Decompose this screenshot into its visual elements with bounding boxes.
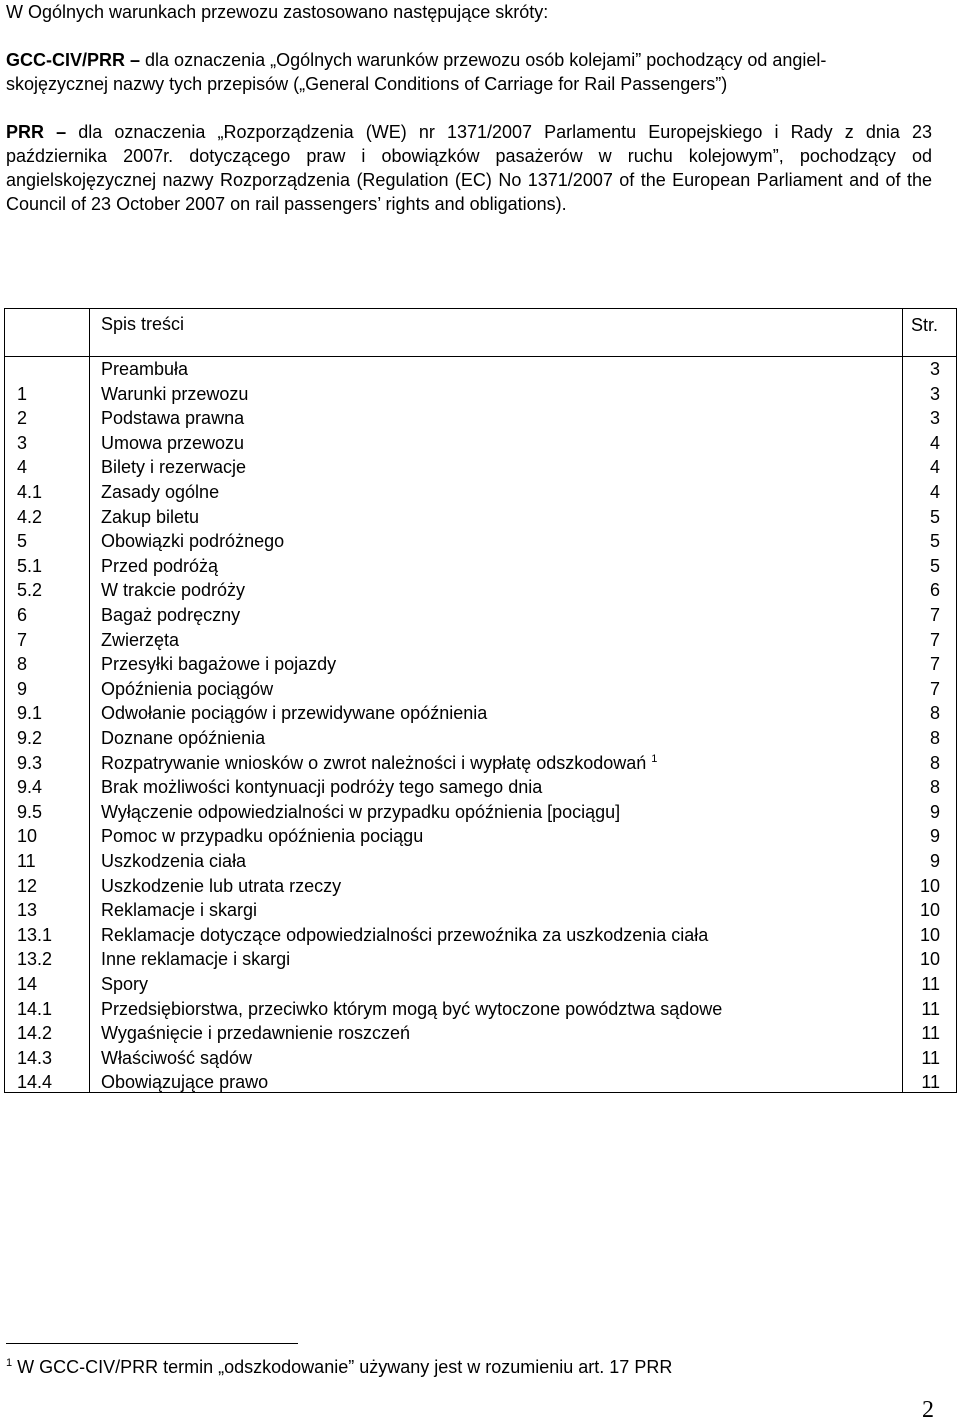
toc-section-title-text: Umowa przewozu	[101, 432, 245, 453]
toc-section-title-text: Podstawa prawna	[101, 408, 245, 429]
toc-section-number: 3	[17, 432, 28, 453]
definition-prr	[6, 120, 932, 216]
definition-text-line2: skojęzycznej nazwy tych przepisów („General Conditions of Carriage for Rail Passengers”)	[6, 74, 728, 94]
page-number: 2	[922, 1397, 934, 1423]
toc-section-number: 11	[17, 851, 36, 871]
toc-section-number: 9.3	[17, 752, 43, 773]
toc-page-number: 7	[929, 605, 940, 625]
table-of-contents	[4, 308, 957, 1093]
toc-row	[5, 824, 956, 849]
toc-page-number: 11	[921, 1023, 940, 1044]
toc-section-number: 8	[17, 654, 28, 675]
toc-section-title	[101, 554, 218, 578]
toc-page-number: 8	[929, 703, 940, 724]
toc-row	[5, 1070, 956, 1095]
toc-section-title	[101, 1070, 268, 1094]
toc-section-title	[101, 1021, 410, 1045]
toc-section-title	[101, 824, 423, 848]
toc-section-title	[101, 357, 188, 381]
toc-section-number: 12	[17, 875, 38, 896]
toc-page-number: 8	[929, 728, 940, 748]
toc-section-number: 13.1	[17, 924, 53, 945]
toc-section-title	[101, 751, 657, 775]
toc-section-title	[101, 455, 246, 479]
toc-page-number: 3	[929, 383, 940, 404]
toc-section-title	[101, 578, 245, 602]
toc-section-number: 5.2	[17, 580, 43, 601]
toc-page-number: 8	[929, 777, 940, 798]
toc-section-number: 4	[17, 457, 28, 478]
toc-section-number: 5	[17, 531, 28, 552]
toc-section-title	[101, 775, 542, 799]
toc-page-heading: Str.	[911, 315, 939, 335]
definition-dash: –	[125, 50, 146, 70]
toc-section-title	[101, 652, 336, 676]
toc-section-title	[101, 849, 246, 873]
toc-section-title	[101, 947, 290, 971]
toc-section-title-text: Spory	[101, 974, 149, 994]
toc-section-title-text: Preambuła	[101, 359, 189, 379]
toc-section-title	[101, 701, 487, 725]
toc-row	[5, 406, 956, 431]
toc-page-number: 11	[921, 998, 940, 1019]
toc-section-number: 14.4	[17, 1072, 53, 1093]
footnote-separator	[6, 1343, 298, 1344]
toc-section-title-text: Uszkodzenie lub utrata rzeczy	[101, 875, 342, 896]
definition-dash: –	[44, 122, 79, 142]
toc-section-number: 7	[17, 629, 28, 650]
toc-section-title	[101, 874, 341, 898]
toc-row	[5, 898, 956, 923]
definition-text-line1: dla oznaczenia „Ogólnych warunków przewozu osób kolejami” pochodzący od angiel-	[145, 50, 827, 70]
toc-section-title-text: Przedsiębiorstwa, przeciwko którym mogą być wytoczone powództwa sądowe	[101, 998, 723, 1019]
toc-section-title	[101, 505, 199, 529]
toc-row	[5, 554, 956, 579]
toc-section-title	[101, 382, 248, 406]
toc-row	[5, 775, 956, 800]
toc-section-title-text: Odwołanie pociągów i przewidywane opóźnienia	[101, 703, 488, 724]
toc-page-number: 9	[929, 801, 940, 822]
toc-section-number: 2	[17, 408, 28, 429]
toc-section-title	[101, 898, 257, 922]
toc-row	[5, 382, 956, 407]
toc-row	[5, 972, 956, 997]
toc-page-number: 11	[921, 1047, 940, 1068]
toc-page-number: 10	[919, 875, 940, 896]
toc-row	[5, 480, 956, 505]
toc-section-title-text: Właściwość sądów	[101, 1047, 253, 1068]
toc-section-title	[101, 677, 273, 701]
toc-section-title-text: Rozpatrywanie wniosków o zwrot należności i wypłatę odszkodowań	[101, 752, 647, 773]
toc-page-number: 9	[929, 851, 940, 871]
toc-row	[5, 751, 956, 776]
toc-section-title	[101, 923, 708, 947]
toc-section-title	[101, 529, 284, 553]
toc-section-title	[101, 997, 722, 1021]
toc-page-number: 4	[929, 482, 940, 502]
abbreviation-gcc-civ-prr: GCC-CIV/PRR	[6, 50, 126, 70]
toc-page-number: 10	[919, 900, 940, 921]
toc-row	[5, 849, 956, 874]
toc-page-number: 3	[929, 408, 940, 429]
toc-row	[5, 578, 956, 603]
toc-section-number: 14.3	[17, 1047, 53, 1068]
toc-row	[5, 357, 956, 382]
toc-section-number: 6	[17, 605, 28, 625]
toc-row	[5, 455, 956, 480]
toc-section-title-text: Wyłączenie odpowiedzialności w przypadku opóźnienia [pociągu]	[101, 801, 621, 822]
toc-row	[5, 800, 956, 825]
toc-section-title-text: Warunki przewozu	[101, 383, 249, 404]
toc-section-title-text: W trakcie podróży	[101, 580, 246, 601]
toc-section-title	[101, 628, 179, 652]
toc-page-number: 7	[929, 678, 940, 699]
toc-section-title-text: Brak możliwości kontynuacji podróży tego samego dnia	[101, 777, 543, 798]
toc-page-number: 4	[929, 432, 940, 453]
toc-page-number: 5	[929, 555, 940, 576]
toc-section-number: 9	[17, 678, 28, 699]
toc-section-title	[101, 406, 244, 430]
toc-section-title	[101, 972, 148, 996]
definition-text-main: dla oznaczenia „Rozporządzenia (WE) nr 1371/2007 Parlamentu Europejskiego i Rady z dnia 23 października 2007r.	[6, 122, 932, 166]
toc-row	[5, 947, 956, 972]
toc-section-title-text: Reklamacje dotyczące odpowiedzialności przewoźnika za uszkodzenia ciała	[101, 924, 709, 945]
toc-page-number: 10	[919, 949, 940, 970]
footnote-text: W GCC-CIV/PRR termin „odszkodowanie” używany jest w rozumieniu art. 17 PRR	[12, 1357, 673, 1377]
toc-heading: Spis treści	[101, 314, 185, 334]
footnote	[6, 1355, 672, 1379]
toc-page-number: 5	[929, 531, 940, 552]
footnote-reference: 1	[651, 752, 658, 765]
toc-section-number: 10	[17, 826, 38, 847]
toc-section-title-text: Uszkodzenia ciała	[101, 851, 247, 871]
toc-row	[5, 431, 956, 456]
toc-row	[5, 997, 956, 1022]
toc-section-number: 14	[17, 974, 38, 994]
toc-page-number: 5	[929, 506, 940, 527]
toc-page-number: 6	[929, 580, 940, 601]
toc-section-title	[101, 726, 265, 750]
toc-section-title-text: Wygaśnięcie i przedawnienie roszczeń	[101, 1023, 410, 1044]
toc-section-title-text: Pomoc w przypadku opóźnienia pociągu	[101, 826, 424, 847]
toc-section-number: 5.1	[17, 555, 43, 576]
toc-section-title-text: Zwierzęta	[101, 629, 180, 650]
toc-row	[5, 677, 956, 702]
toc-section-number: 13	[17, 900, 38, 921]
toc-section-title	[101, 603, 240, 627]
toc-section-title	[101, 800, 620, 824]
toc-row	[5, 874, 956, 899]
toc-row	[5, 505, 956, 530]
toc-page-number: 7	[929, 654, 940, 675]
toc-section-title-text: Zasady ogólne	[101, 482, 220, 502]
toc-section-number: 1	[17, 383, 28, 404]
definition-text-rest: dotyczącego praw i obowiązków pasażerów w ruchu kolejowym”, pochodzący od angielskojęzycznej nazwy Rozporządzenia (Regulation (EC) No 1371/2007 of the European Parliament and of the Council of 23 October 2007 on rail passengers’ rights and obligations).	[6, 146, 932, 214]
toc-section-title	[101, 480, 219, 504]
toc-section-title-text: Bilety i rezerwacje	[101, 457, 247, 478]
toc-section-title-text: Przed podróżą	[101, 555, 219, 576]
toc-page-number: 9	[929, 826, 940, 847]
toc-page-number: 3	[929, 359, 940, 379]
toc-section-number: 9.5	[17, 801, 43, 822]
toc-section-title-text: Bagaż podręczny	[101, 605, 241, 625]
toc-section-title-text: Opóźnienia pociągów	[101, 678, 274, 699]
toc-section-title	[101, 1046, 252, 1070]
toc-page-number: 10	[919, 924, 940, 945]
toc-section-title-text: Obowiązki podróżnego	[101, 531, 285, 552]
toc-section-title-text: Doznane opóźnienia	[101, 728, 266, 748]
toc-section-number: 9.2	[17, 728, 43, 748]
toc-row	[5, 1021, 956, 1046]
toc-row	[5, 923, 956, 948]
intro-text: W Ogólnych warunkach przewozu zastosowano następujące skróty:	[6, 2, 549, 22]
toc-section-number: 14.1	[17, 998, 53, 1019]
footnote-marker: 1	[6, 1357, 13, 1369]
toc-section-title-text: Przesyłki bagażowe i pojazdy	[101, 654, 337, 675]
toc-section-number: 13.2	[17, 949, 53, 970]
toc-section-number: 9.1	[17, 703, 43, 724]
abbreviation-prr: PRR	[6, 122, 45, 142]
toc-section-number: 4.2	[17, 506, 43, 527]
toc-section-title-text: Zakup biletu	[101, 506, 200, 527]
toc-section-title-text: Inne reklamacje i skargi	[101, 949, 291, 970]
toc-page-number: 4	[929, 457, 940, 478]
toc-page-number: 8	[929, 752, 940, 773]
toc-page-number: 11	[921, 974, 940, 994]
toc-row	[5, 726, 956, 751]
toc-row	[5, 529, 956, 554]
toc-section-number: 4.1	[17, 482, 43, 502]
toc-section-title-text: Reklamacje i skargi	[101, 900, 258, 921]
toc-page-number: 7	[929, 629, 940, 650]
toc-section-title-text: Obowiązujące prawo	[101, 1072, 269, 1093]
toc-section-number: 9.4	[17, 777, 43, 798]
toc-section-title	[101, 431, 244, 455]
toc-row	[5, 628, 956, 653]
toc-row	[5, 652, 956, 677]
toc-row	[5, 1046, 956, 1071]
toc-row	[5, 603, 956, 628]
toc-row	[5, 701, 956, 726]
toc-page-number: 11	[921, 1072, 940, 1093]
toc-section-number: 14.2	[17, 1023, 53, 1044]
